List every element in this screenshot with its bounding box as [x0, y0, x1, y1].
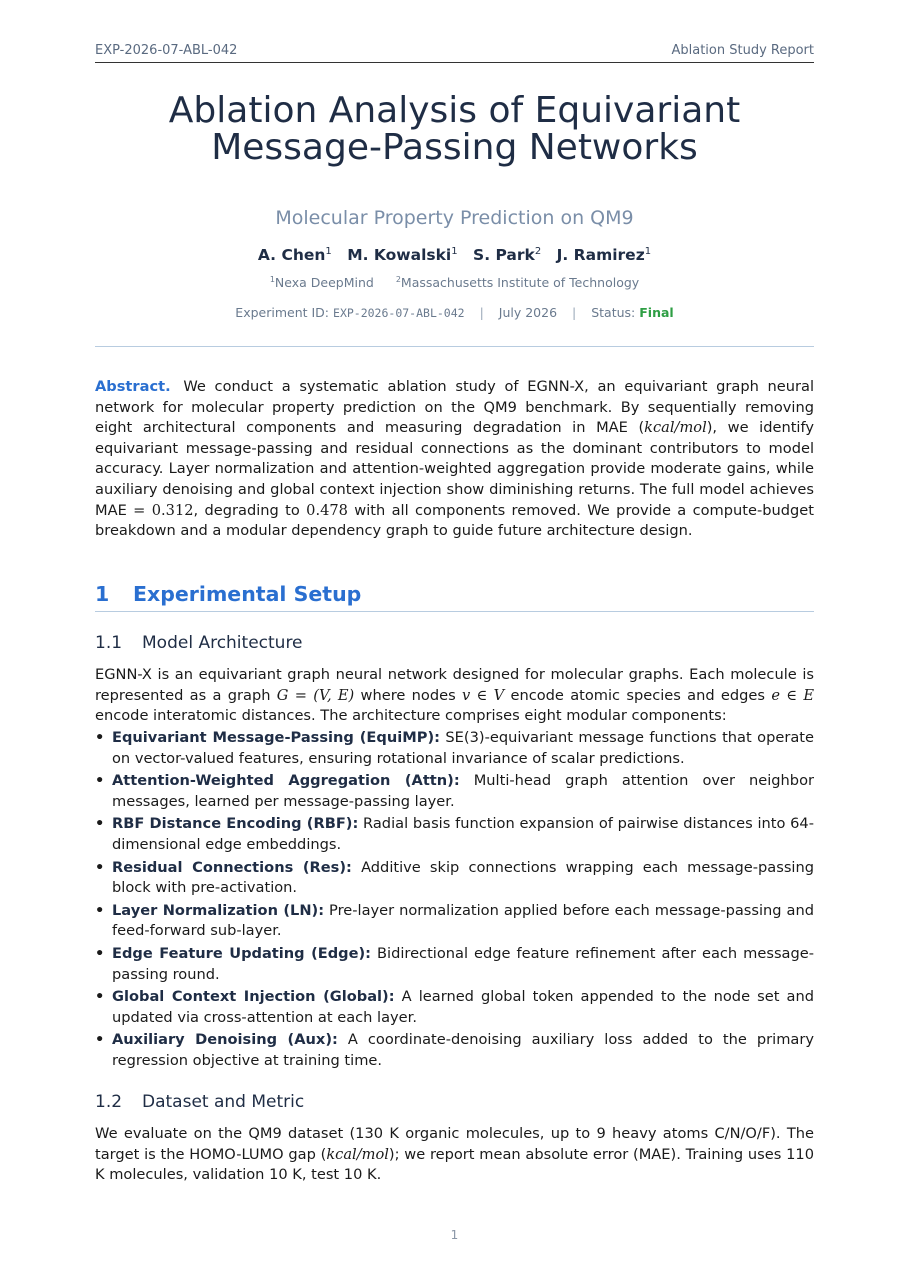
- experiment-id-label: Experiment ID:: [235, 305, 330, 320]
- subsection-title: Model Architecture: [142, 633, 303, 653]
- list-item: [95, 901, 814, 942]
- author-name: J. Ramirez: [556, 246, 645, 265]
- bullet-icon: •: [95, 988, 105, 1006]
- meta-separator: |: [479, 305, 484, 320]
- component-name: Global Context Injection (Global):: [112, 988, 395, 1006]
- subsection-number: 1.1: [95, 633, 123, 653]
- intro-text: where nodes: [354, 686, 462, 704]
- abstract-unit: kcal/mol: [644, 419, 707, 437]
- component-name: Edge Feature Updating (Edge):: [112, 944, 372, 962]
- author: [258, 246, 332, 264]
- component-desc: A learned global token appended to the node set and updated via cross-attention at each layer.: [112, 988, 815, 1026]
- ablated-model-mae: 0.478: [306, 501, 348, 519]
- component-name: Attention-Weighted Aggregation (Attn):: [112, 772, 460, 790]
- abstract-text: We conduct a systematic ablation study of EGNN-X, an equivariant graph neural network for molecular property prediction on the QM9 benchmark. By sequentially removing eight architectural components and measuring degradation in MAE (: [95, 378, 814, 437]
- component-list: [95, 728, 814, 1074]
- author-list: [95, 246, 814, 264]
- bullet-icon: •: [95, 944, 105, 962]
- intro-text: EGNN-X is an equivariant graph neural network designed for molecular graphs. Each molecule is represented as a graph: [95, 666, 814, 704]
- component-name: Layer Normalization (LN):: [112, 901, 325, 919]
- subsection-title: Dataset and Metric: [142, 1092, 305, 1112]
- abstract-text: ), we identify equivariant message-passing and residual connections as the dominant contributors to model accuracy. Layer normalization and attention-weighted aggregation provide moderate gains, while auxiliary denoising and global context injection show diminishing returns. The full model achieves MAE =: [95, 419, 814, 519]
- header-experiment-id: EXP-2026-07-ABL-042: [95, 43, 238, 58]
- edge-notation: e ∈ E: [771, 686, 814, 704]
- list-item: [95, 1030, 814, 1071]
- status-badge: Final: [639, 305, 674, 320]
- paper-title: Ablation Analysis of Equivariant Message-Passing Networks: [168, 90, 741, 168]
- intro-text: encode atomic species and edges: [504, 686, 772, 704]
- affiliation: [396, 275, 639, 290]
- paper-subtitle: Molecular Property Prediction on QM9: [275, 207, 634, 229]
- section-number: 1: [95, 582, 110, 606]
- component-name: RBF Distance Encoding (RBF):: [112, 815, 359, 833]
- component-desc: Pre-layer normalization applied before each message-passing and feed-forward sub-layer.: [112, 901, 815, 940]
- component-desc: SE(3)-equivariant message functions that operate on vector-valued features, ensuring rotational invariance of scalar predictions.: [112, 729, 814, 767]
- component-name: Auxiliary Denoising (Aux):: [112, 1031, 338, 1049]
- running-header: [95, 42, 814, 63]
- bullet-icon: •: [95, 772, 105, 790]
- bullet-icon: •: [95, 729, 105, 746]
- architecture-intro: [95, 665, 814, 727]
- author-affil-mark: 2: [534, 246, 542, 257]
- bullet-icon: •: [95, 1031, 105, 1049]
- node-notation: v ∈ V: [461, 686, 505, 704]
- dataset-text: ); we report mean absolute error (MAE). Training uses 110 K molecules, validation 10 K, test 10 K.: [95, 1145, 814, 1184]
- list-item: [95, 728, 814, 769]
- author-affil-mark: 1: [451, 246, 458, 257]
- affiliation-name: Massachusetts Institute of Technology: [400, 275, 640, 291]
- title-divider: [95, 346, 814, 347]
- affiliation-name: Nexa DeepMind: [274, 275, 374, 291]
- component-desc: A coordinate-denoising auxiliary loss added to the primary regression objective at training time.: [112, 1031, 814, 1069]
- experiment-id-value: EXP-2026-07-ABL-042: [333, 306, 465, 320]
- list-item: [95, 987, 814, 1028]
- component-name: Residual Connections (Res):: [112, 858, 352, 876]
- experiment-date: July 2026: [498, 305, 558, 320]
- component-desc: Additive skip connections wrapping each message-passing block with pre-activation.: [112, 858, 814, 897]
- component-name: Equivariant Message-Passing (EquiMP):: [112, 729, 440, 746]
- bullet-icon: •: [95, 901, 105, 919]
- abstract-text: with all components removed. We provide a compute-budget breakdown and a modular dependency graph to guide future architecture design.: [95, 501, 814, 540]
- bullet-icon: •: [95, 815, 105, 833]
- graph-notation: G = (V, E): [276, 686, 355, 704]
- dataset-text: We evaluate on the QM9 dataset (130 K organic molecules, up to 9 heavy atoms C/N/O/F). The target is the HOMO-LUMO gap (: [95, 1125, 814, 1163]
- author-name: A. Chen: [257, 246, 326, 265]
- list-item: [95, 771, 814, 812]
- author: [557, 246, 651, 264]
- page-number: 1: [450, 1228, 459, 1242]
- affiliation-list: [95, 275, 814, 290]
- dataset-unit: kcal/mol: [326, 1145, 389, 1163]
- meta-separator: |: [572, 305, 577, 320]
- list-item: [95, 944, 814, 985]
- author: [347, 246, 457, 264]
- subsection-number: 1.2: [95, 1092, 123, 1112]
- author-affil-mark: 1: [644, 246, 652, 257]
- author: [473, 246, 541, 264]
- status-label: Status:: [591, 305, 636, 320]
- component-desc: Bidirectional edge feature refinement after each message-passing round.: [112, 944, 815, 983]
- component-desc: Multi-head graph attention over neighbor messages, learned per message-passing layer.: [112, 772, 815, 810]
- affiliation-mark: 2: [395, 275, 401, 284]
- component-desc: Radial basis function expansion of pairwise distances into 64-dimensional edge embeddings.: [112, 815, 814, 853]
- subsection-heading: [95, 633, 303, 653]
- list-item: [95, 858, 814, 899]
- full-model-mae: 0.312: [151, 501, 194, 519]
- author-name: M. Kowalski: [347, 246, 452, 265]
- experiment-meta: [95, 305, 814, 320]
- bullet-icon: •: [95, 858, 105, 876]
- section-title: Experimental Setup: [133, 582, 362, 606]
- header-report-type: Ablation Study Report: [671, 43, 814, 58]
- affiliation: [270, 275, 374, 290]
- abstract: [95, 377, 814, 542]
- affiliation-mark: 1: [269, 275, 275, 284]
- abstract-text: , degrading to: [193, 501, 307, 519]
- author-affil-mark: 1: [325, 246, 332, 257]
- dataset-paragraph: [95, 1124, 814, 1186]
- abstract-label: Abstract.: [95, 378, 171, 395]
- intro-text: encode interatomic distances. The architecture comprises eight modular components:: [95, 707, 727, 725]
- author-name: S. Park: [473, 246, 535, 265]
- subsection-heading: [95, 1092, 304, 1112]
- section-heading: [95, 582, 814, 612]
- list-item: [95, 814, 814, 855]
